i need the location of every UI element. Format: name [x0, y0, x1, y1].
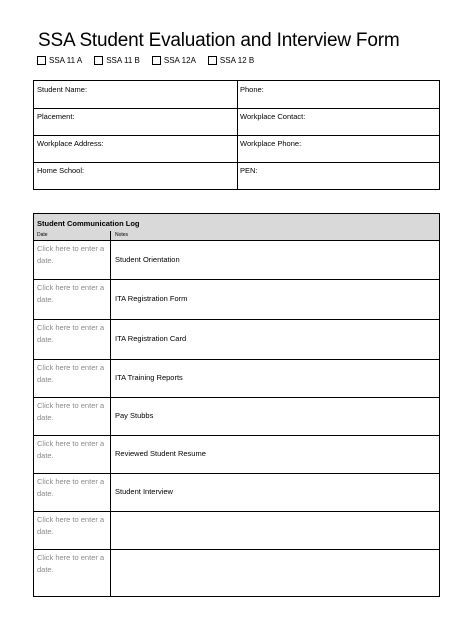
checkbox-ssa-12a[interactable]: [152, 56, 196, 65]
date-placeholder-line: Click here to enter a: [37, 323, 105, 332]
date-placeholder-line: date.: [37, 451, 54, 460]
date-placeholder-line: date.: [37, 565, 54, 574]
checkbox-box[interactable]: [37, 56, 46, 65]
date-placeholder-line: date.: [37, 295, 54, 304]
checkbox-label: SSA 12 B: [219, 56, 255, 65]
note-cell[interactable]: Student Orientation: [115, 255, 180, 264]
date-placeholder-line: Click here to enter a: [37, 477, 105, 486]
date-placeholder-line: Click here to enter a: [37, 283, 105, 292]
log-row: [34, 319, 439, 360]
checkbox-ssa-12b[interactable]: [208, 56, 254, 65]
date-column-header: Date: [37, 232, 48, 238]
date-placeholder-line: Click here to enter a: [37, 363, 105, 372]
date-placeholder-line: date.: [37, 256, 54, 265]
date-placeholder-line: date.: [37, 375, 54, 384]
date-picker-field[interactable]: [37, 514, 109, 538]
log-row: [34, 359, 439, 398]
date-picker-field[interactable]: [37, 438, 109, 462]
column-divider: [237, 81, 238, 189]
log-row: [34, 435, 439, 474]
note-cell[interactable]: Reviewed Student Resume: [115, 449, 206, 458]
date-picker-field[interactable]: [37, 282, 109, 306]
date-placeholder-line: date.: [37, 335, 54, 344]
note-cell[interactable]: ITA Registration Card: [115, 334, 187, 343]
checkbox-ssa-11a[interactable]: [37, 56, 82, 65]
date-picker-field[interactable]: [37, 322, 109, 346]
log-row: [34, 473, 439, 512]
note-cell[interactable]: ITA Training Reports: [115, 373, 183, 382]
date-placeholder-line: date.: [37, 489, 54, 498]
program-checkboxes: [37, 56, 254, 65]
date-placeholder-line: date.: [37, 413, 54, 422]
note-cell[interactable]: ITA Registration Form: [115, 294, 188, 303]
student-name-field[interactable]: Student Name:: [37, 85, 88, 94]
log-row: [34, 511, 439, 550]
checkbox-label: SSA 11 B: [106, 56, 140, 65]
placement-field[interactable]: Placement:: [37, 112, 75, 121]
log-row: [34, 397, 439, 436]
phone-field[interactable]: Phone:: [240, 85, 264, 94]
date-placeholder-line: Click here to enter a: [37, 439, 105, 448]
date-picker-field[interactable]: [37, 243, 109, 267]
checkbox-label: SSA 11 A: [49, 56, 83, 65]
checkbox-box[interactable]: [152, 56, 161, 65]
date-placeholder-line: Click here to enter a: [37, 553, 105, 562]
checkbox-box[interactable]: [94, 56, 103, 65]
date-placeholder-line: Click here to enter a: [37, 401, 105, 410]
checkbox-label: SSA 12A: [163, 56, 196, 65]
note-cell[interactable]: Pay Stubbs: [115, 411, 154, 420]
log-row: [34, 279, 439, 320]
log-title: Student Communication Log: [37, 219, 140, 228]
note-cell[interactable]: Student Interview: [115, 487, 173, 496]
workplace-contact-field[interactable]: Workplace Contact:: [240, 112, 306, 121]
workplace-phone-field[interactable]: Workplace Phone:: [240, 139, 302, 148]
log-row: [34, 240, 439, 280]
date-placeholder-line: date.: [37, 527, 54, 536]
log-row: [34, 549, 439, 596]
date-picker-field[interactable]: [37, 362, 109, 386]
workplace-address-field[interactable]: Workplace Address:: [37, 139, 104, 148]
checkbox-ssa-11b[interactable]: [94, 56, 140, 65]
log-header: [34, 214, 439, 232]
student-info-table: [33, 80, 440, 190]
notes-column-header: Notes: [115, 232, 129, 238]
communication-log-table: [33, 213, 440, 597]
date-picker-field[interactable]: [37, 476, 109, 500]
date-placeholder-line: Click here to enter a: [37, 515, 105, 524]
home-school-field[interactable]: Home School:: [37, 166, 85, 175]
pen-field[interactable]: PEN:: [240, 166, 258, 175]
date-picker-field[interactable]: [37, 552, 109, 576]
date-picker-field[interactable]: [37, 400, 109, 424]
form-title: SSA Student Evaluation and Interview Form: [38, 30, 400, 51]
checkbox-box[interactable]: [208, 56, 217, 65]
date-placeholder-line: Click here to enter a: [37, 244, 105, 253]
